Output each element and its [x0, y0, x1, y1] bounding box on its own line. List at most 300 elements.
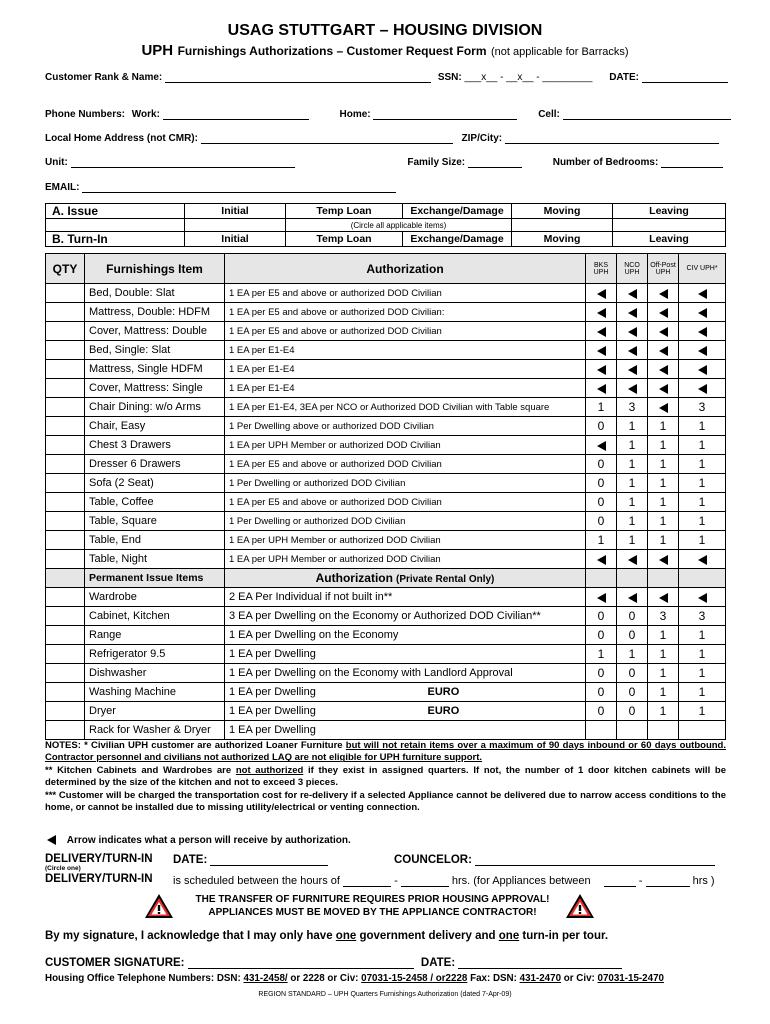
arrow-left-icon	[597, 346, 606, 356]
arrow-left-icon	[698, 593, 707, 603]
signature-input[interactable]	[188, 956, 414, 969]
email-input[interactable]	[82, 180, 396, 193]
hours-text-b: hrs. (for Appliances between	[451, 875, 591, 887]
cell-input[interactable]	[563, 107, 731, 120]
authorization-cell	[225, 436, 586, 455]
ssn-label: SSN:	[437, 72, 462, 83]
home-label: Home:	[339, 109, 371, 120]
permanent-item-row	[46, 683, 726, 702]
email-row	[45, 180, 396, 193]
item-washing-machine: Washing Machine	[85, 683, 225, 702]
arrow-left-icon	[698, 289, 707, 299]
nco-uph-cell	[617, 303, 648, 322]
qty-cell[interactable]	[46, 531, 85, 550]
euro-label: EURO	[427, 686, 460, 698]
furnishing-row	[46, 417, 726, 436]
off-post-uph-cell	[648, 493, 679, 512]
bks-uph-cell	[586, 702, 617, 721]
furnishing-row	[46, 379, 726, 398]
bks-uph-cell	[586, 455, 617, 474]
arrow-left-icon	[597, 365, 606, 375]
authorization-text: 1 EA per E1-E4	[229, 344, 295, 356]
item-chest-3-drawers: Chest 3 Drawers	[85, 436, 225, 455]
authorization-header: Authorization	[225, 254, 586, 284]
arrow-left-icon	[597, 441, 606, 451]
authorization-text: 1 EA per UPH Member or authorized DOD Civilian	[229, 439, 441, 451]
authorization-text: 1 EA per UPH Member or authorized DOD Civilian	[229, 534, 441, 546]
turnin-label: B. Turn-In	[46, 232, 185, 247]
authorized-count: 3	[659, 609, 667, 623]
authorization-cell	[225, 417, 586, 436]
qty-cell[interactable]	[46, 550, 85, 569]
qty-cell[interactable]	[46, 493, 85, 512]
arrow-left-icon	[698, 308, 707, 318]
bks-uph-cell	[586, 474, 617, 493]
authorized-count: 0	[597, 419, 605, 433]
authorization-cell	[225, 398, 586, 417]
authorization-text: 1 EA per E5 and above or authorized DOD Civilian:	[229, 306, 445, 318]
authorization-cell	[225, 493, 586, 512]
off-post-uph-cell	[648, 474, 679, 493]
qty-cell[interactable]	[46, 645, 85, 664]
qty-cell[interactable]	[46, 474, 85, 493]
bks-uph-cell	[586, 436, 617, 455]
authorized-count: 0	[597, 495, 605, 509]
permanent-item-row	[46, 626, 726, 645]
authorization-text: 1 Per Dwelling or authorized DOD Civilian	[229, 477, 406, 489]
qty-cell[interactable]	[46, 626, 85, 645]
issue-label: A. Issue	[46, 204, 185, 219]
notes-block	[45, 740, 726, 814]
authorized-count: 1	[698, 438, 706, 452]
acknowledgement	[45, 930, 608, 942]
phone-row	[45, 107, 731, 120]
hours-row: is scheduled between the hours of - hrs. (for Appliances between - hrs )	[173, 875, 715, 887]
nco-uph-cell	[617, 455, 648, 474]
item-bed-double-slat: Bed, Double: Slat	[85, 284, 225, 303]
authorized-count: 0	[628, 704, 636, 718]
civ-uph-cell	[679, 322, 726, 341]
qty-cell[interactable]	[46, 436, 85, 455]
bks-uph-cell	[586, 683, 617, 702]
delivery-date-input[interactable]	[210, 853, 328, 866]
furnishing-row	[46, 493, 726, 512]
note-1-underlined: but will not retain items over a maximum of 90 days inbound or 60 days outbound. Contractor personnel and civilians not authorized LAQ are not eligible for UPH furniture support.	[45, 740, 726, 764]
qty-cell[interactable]	[46, 721, 85, 740]
nco-uph-cell	[617, 550, 648, 569]
nco-uph-cell	[617, 284, 648, 303]
unit-row	[45, 155, 723, 168]
authorized-count: 1	[659, 457, 667, 471]
nco-uph-cell	[617, 683, 648, 702]
item-rack-for-washer-dryer: Rack for Washer & Dryer	[85, 721, 225, 740]
work-label: Work:	[131, 109, 160, 120]
subtitle-prefix: UPH	[141, 42, 174, 59]
authorization-cell	[225, 455, 586, 474]
bks-uph-cell	[586, 379, 617, 398]
qty-cell[interactable]	[46, 360, 85, 379]
nco-uph-cell	[617, 645, 648, 664]
turnin-option-moving[interactable]: Moving	[512, 232, 613, 247]
item-cover-mattress-double: Cover, Mattress: Double	[85, 322, 225, 341]
authorized-count: 1	[659, 419, 667, 433]
authorized-count: 1	[597, 647, 605, 661]
appliance-to-input[interactable]	[646, 874, 690, 887]
authorization-text: 1 EA per E5 and above or authorized DOD Civilian	[229, 325, 442, 337]
issue-option-temp-loan[interactable]: Temp Loan	[286, 204, 403, 219]
qty-cell[interactable]	[46, 322, 85, 341]
permanent-item-row	[46, 645, 726, 664]
address-row	[45, 131, 719, 144]
arrow-left-icon	[659, 403, 668, 413]
authorization-cell	[225, 702, 586, 721]
qty-cell[interactable]	[46, 683, 85, 702]
delivery-label-1[interactable]: DELIVERY/TURN-IN	[45, 853, 153, 865]
qty-cell[interactable]	[46, 588, 85, 607]
item-table-end: Table, End	[85, 531, 225, 550]
authorization-text: 1 EA per E1-E4	[229, 363, 295, 375]
civ-uph-cell	[679, 531, 726, 550]
subtitle-note: (not applicable for Barracks)	[490, 46, 629, 58]
phones-dsn-2[interactable]: 431-2470	[519, 973, 562, 984]
authorized-count: 1	[628, 647, 636, 661]
hours-text-a: is scheduled between the hours of	[173, 875, 340, 887]
bks-uph-cell	[586, 512, 617, 531]
zip-label: ZIP/City:	[461, 133, 503, 144]
qty-cell[interactable]	[46, 702, 85, 721]
bks-uph-cell	[586, 341, 617, 360]
issue-option-initial[interactable]: Initial	[185, 204, 286, 219]
bks-uph-cell	[586, 303, 617, 322]
furnishing-row	[46, 455, 726, 474]
permanent-auth-note: (Private Rental Only)	[396, 574, 495, 585]
item-table-night: Table, Night	[85, 550, 225, 569]
bks-uph-cell	[586, 664, 617, 683]
footer: REGION STANDARD – UPH Quarters Furnishings Authorization (dated 7-Apr-09)	[258, 991, 512, 998]
bks-uph-cell	[586, 284, 617, 303]
arrow-note-text: Arrow indicates what a person will receive by authorization.	[66, 835, 351, 846]
form-title: USAG STUTTGART – HOUSING DIVISION	[227, 22, 543, 39]
authorization-cell	[225, 683, 586, 702]
bks-uph-cell	[586, 550, 617, 569]
home-input[interactable]	[373, 107, 517, 120]
off-post-uph-cell	[648, 360, 679, 379]
family-size-label: Family Size:	[407, 157, 466, 168]
qty-cell[interactable]	[46, 455, 85, 474]
off-post-uph-header: Off-Post UPH	[648, 254, 679, 284]
off-post-uph-cell	[648, 683, 679, 702]
off-post-uph-cell	[648, 341, 679, 360]
arrow-left-icon	[698, 555, 707, 565]
qty-cell[interactable]	[46, 664, 85, 683]
off-post-uph-cell	[648, 607, 679, 626]
item-mattress-double-hdfm: Mattress, Double: HDFM	[85, 303, 225, 322]
item-cabinet-kitchen: Cabinet, Kitchen	[85, 607, 225, 626]
arrow-left-icon	[659, 346, 668, 356]
authorization-text: 1 EA per Dwelling	[229, 705, 316, 717]
authorization-cell	[225, 664, 586, 683]
arrow-left-icon	[628, 365, 637, 375]
civ-uph-cell	[679, 702, 726, 721]
authorization-text: 1 EA per E1-E4, 3EA per NCO or Authorized DOD Civilian with Table square	[229, 401, 550, 413]
off-post-uph-cell	[648, 455, 679, 474]
authorization-cell	[225, 607, 586, 626]
furnishing-row	[46, 550, 726, 569]
turnin-option-temp-loan[interactable]: Temp Loan	[286, 232, 403, 247]
permanent-item-row	[46, 721, 726, 740]
ack-text-c: turn-in per tour.	[519, 930, 609, 942]
civ-uph-cell	[679, 284, 726, 303]
civ-uph-cell	[679, 436, 726, 455]
arrow-left-icon	[597, 289, 606, 299]
authorized-count: 1	[698, 514, 706, 528]
authorization-cell	[225, 322, 586, 341]
hours-to-input[interactable]	[401, 874, 449, 887]
qty-cell[interactable]	[46, 398, 85, 417]
rank-name-label: Customer Rank & Name:	[45, 72, 163, 83]
arrow-left-icon	[628, 289, 637, 299]
furnishing-row	[46, 284, 726, 303]
nco-uph-cell	[617, 474, 648, 493]
authorization-cell	[225, 588, 586, 607]
civ-uph-cell	[679, 360, 726, 379]
bks-uph-header: BKS UPH	[586, 254, 617, 284]
item-mattress-single-hdfm: Mattress, Single HDFM	[85, 360, 225, 379]
civ-uph-header: CIV UPH*	[679, 254, 726, 284]
email-label: EMAIL:	[45, 182, 80, 193]
circle-one-note: (Circle one)	[45, 865, 81, 872]
nco-uph-header: NCO UPH	[617, 254, 648, 284]
authorized-count: 1	[698, 647, 706, 661]
authorization-cell	[225, 626, 586, 645]
ack-one-2: one	[498, 930, 520, 942]
item-cover-mattress-single: Cover, Mattress: Single	[85, 379, 225, 398]
item-refrigerator-9-5: Refrigerator 9.5	[85, 645, 225, 664]
qty-cell[interactable]	[46, 607, 85, 626]
signature-date-label: DATE:	[420, 957, 456, 969]
authorization-cell	[225, 474, 586, 493]
warning-triangle-icon	[144, 893, 174, 919]
note-2-text-a: ** Kitchen Cabinets and Wardrobes are	[45, 764, 236, 776]
family-size-input[interactable]	[468, 155, 522, 168]
issue-option-leaving[interactable]: Leaving	[613, 204, 726, 219]
arrow-left-icon	[659, 289, 668, 299]
unit-input[interactable]	[71, 155, 295, 168]
rank-name-row	[45, 70, 728, 83]
phones-civ-1[interactable]: 07031-15-2458 / or2228	[361, 973, 468, 984]
warning-text	[180, 893, 565, 919]
authorized-count: 0	[597, 457, 605, 471]
authorized-count: 0	[597, 628, 605, 642]
furnishing-row	[46, 512, 726, 531]
authorization-text: 1 Per Dwelling above or authorized DOD Civilian	[229, 420, 434, 432]
authorization-text: 1 Per Dwelling or authorized DOD Civilian	[229, 515, 406, 527]
phones-civ-2[interactable]: 07031-15-2470	[597, 973, 664, 984]
permanent-rows	[46, 588, 726, 740]
date-input[interactable]	[642, 70, 728, 83]
authorized-count: 1	[628, 419, 636, 433]
phones-dsn-1[interactable]: 431-2458/	[243, 973, 288, 984]
bks-uph-cell	[586, 588, 617, 607]
phones-text-b: or 2228 or Civ:	[287, 973, 362, 984]
authorized-count: 1	[659, 628, 667, 642]
unit-label: Unit:	[45, 157, 68, 168]
authorized-count: 1	[628, 438, 636, 452]
counselor-label: COUNCELOR:	[394, 854, 472, 866]
authorized-count: 1	[628, 457, 636, 471]
item-chair-easy: Chair, Easy	[85, 417, 225, 436]
authorized-count: 1	[698, 476, 706, 490]
authorization-cell	[225, 379, 586, 398]
hours-from-input[interactable]	[343, 874, 391, 887]
authorization-text: 1 EA per Dwelling on the Economy with Landlord Approval	[229, 667, 513, 679]
item-table-square: Table, Square	[85, 512, 225, 531]
bedrooms-input[interactable]	[661, 155, 723, 168]
housing-phones	[45, 973, 664, 984]
signature-date-input[interactable]	[458, 956, 622, 969]
rank-name-input[interactable]	[165, 70, 431, 83]
authorization-text: 1 EA per Dwelling on the Economy	[229, 629, 399, 641]
civ-uph-cell	[679, 645, 726, 664]
ack-text-b: government delivery and	[356, 930, 499, 942]
qty-cell[interactable]	[46, 284, 85, 303]
authorized-count: 0	[628, 628, 636, 642]
arrow-left-icon	[597, 308, 606, 318]
authorized-count: 1	[698, 457, 706, 471]
signature-label: CUSTOMER SIGNATURE:	[45, 957, 185, 969]
authorized-count: 1	[659, 647, 667, 661]
warning-line-1: THE TRANSFER OF FURNITURE REQUIRES PRIOR HOUSING APPROVAL!	[195, 894, 550, 905]
ssn-input[interactable]: ___x__ - __x__ - _________	[464, 72, 593, 83]
authorization-text: 1 EA per E5 and above or authorized DOD Civilian	[229, 458, 442, 470]
arrow-left-icon	[659, 327, 668, 337]
authorization-text: 2 EA Per Individual if not built in**	[229, 591, 393, 603]
authorized-count: 0	[628, 666, 636, 680]
qty-cell[interactable]	[46, 417, 85, 436]
delivery-date-row	[173, 853, 328, 866]
issue-turnin-table	[45, 203, 726, 247]
bks-uph-cell	[586, 360, 617, 379]
authorization-cell	[225, 360, 586, 379]
authorized-count: 1	[659, 666, 667, 680]
nco-uph-cell	[617, 607, 648, 626]
authorized-count: 1	[659, 685, 667, 699]
off-post-uph-cell	[648, 512, 679, 531]
issue-option-exchange[interactable]: Exchange/Damage	[403, 204, 512, 219]
bks-uph-cell	[586, 626, 617, 645]
authorized-count: 3	[698, 400, 706, 414]
civ-uph-cell	[679, 550, 726, 569]
bks-uph-cell	[586, 417, 617, 436]
work-input[interactable]	[163, 107, 309, 120]
authorized-count: 0	[597, 704, 605, 718]
turnin-option-exchange[interactable]: Exchange/Damage	[403, 232, 512, 247]
item-dishwasher: Dishwasher	[85, 664, 225, 683]
bks-uph-cell	[586, 398, 617, 417]
bks-uph-cell	[586, 493, 617, 512]
counselor-input[interactable]	[475, 853, 715, 866]
arrow-left-icon	[659, 593, 668, 603]
note-3: *** Customer will be charged the transportation cost for re-delivery if a selected Appliance cannot be delivered due to narrow access conditions to the home, or cannot be installed due to missing utility/electrical or venting connection.	[45, 789, 726, 814]
qty-cell[interactable]	[46, 341, 85, 360]
nco-uph-cell	[617, 360, 648, 379]
qty-cell[interactable]	[46, 512, 85, 531]
note-1-text: NOTES: * Civilian UPH customer are authorized Loaner Furniture	[45, 740, 346, 751]
hours-text-c: hrs )	[692, 875, 715, 887]
issue-option-moving[interactable]: Moving	[512, 204, 613, 219]
permanent-item-row	[46, 588, 726, 607]
furnishing-row	[46, 474, 726, 493]
off-post-uph-cell	[648, 531, 679, 550]
subtitle-main: Furnishings Authorizations – Customer Request Form	[177, 44, 487, 58]
permanent-items-header: Permanent Issue Items	[85, 569, 225, 588]
address-input[interactable]	[201, 131, 453, 144]
item-dryer: Dryer	[85, 702, 225, 721]
civ-uph-cell	[679, 417, 726, 436]
civ-uph-cell	[679, 721, 726, 740]
form-subtitle	[0, 42, 770, 60]
euro-label: EURO	[427, 705, 460, 717]
nco-uph-cell	[617, 702, 648, 721]
off-post-uph-cell	[648, 303, 679, 322]
phones-text-c: Fax: DSN:	[467, 973, 520, 984]
turnin-option-leaving[interactable]: Leaving	[613, 232, 726, 247]
nco-uph-cell	[617, 398, 648, 417]
delivery-date-label: DATE:	[173, 854, 208, 866]
civ-uph-cell	[679, 398, 726, 417]
authorization-cell	[225, 550, 586, 569]
zip-input[interactable]	[505, 131, 719, 144]
warning-line-2: APPLIANCES MUST BE MOVED BY THE APPLIANCE CONTRACTOR!	[208, 907, 537, 918]
authorized-count: 1	[628, 533, 636, 547]
authorized-count: 1	[698, 533, 706, 547]
nco-uph-cell	[617, 493, 648, 512]
ack-text-a: By my signature, I acknowledge that I may only have	[45, 930, 336, 942]
nco-uph-cell	[617, 417, 648, 436]
furnishing-row	[46, 322, 726, 341]
arrow-left-icon	[597, 555, 606, 565]
qty-cell[interactable]	[46, 303, 85, 322]
note-2	[45, 765, 726, 790]
item-range: Range	[85, 626, 225, 645]
authorized-count: 0	[597, 685, 605, 699]
authorized-count: 1	[597, 400, 605, 414]
bedrooms-label: Number of Bedrooms:	[552, 157, 659, 168]
bks-uph-cell	[586, 607, 617, 626]
note-2-text-c: if they exist in assigned quarters. If not, the number of 1 door kitchen cabinets will be determined by the size of the kitchen and not to exceed 3 pieces.	[45, 764, 726, 789]
counselor-row	[394, 853, 715, 866]
authorized-count: 0	[597, 476, 605, 490]
item-table-coffee: Table, Coffee	[85, 493, 225, 512]
arrow-left-icon	[597, 327, 606, 337]
authorized-count: 1	[698, 666, 706, 680]
civ-uph-cell	[679, 683, 726, 702]
qty-cell[interactable]	[46, 379, 85, 398]
ack-one-1: one	[335, 930, 357, 942]
delivery-label-2[interactable]: DELIVERY/TURN-IN	[45, 873, 153, 885]
off-post-uph-cell	[648, 626, 679, 645]
off-post-uph-cell	[648, 645, 679, 664]
appliance-from-input[interactable]	[604, 874, 636, 887]
authorization-text: 1 EA per UPH Member or authorized DOD Civilian	[229, 553, 441, 565]
phone-label: Phone Numbers:	[45, 109, 126, 120]
authorized-count: 1	[628, 476, 636, 490]
furnishing-row	[46, 436, 726, 455]
turnin-option-initial[interactable]: Initial	[185, 232, 286, 247]
authorized-count: 1	[659, 438, 667, 452]
off-post-uph-cell	[648, 664, 679, 683]
authorization-cell	[225, 284, 586, 303]
